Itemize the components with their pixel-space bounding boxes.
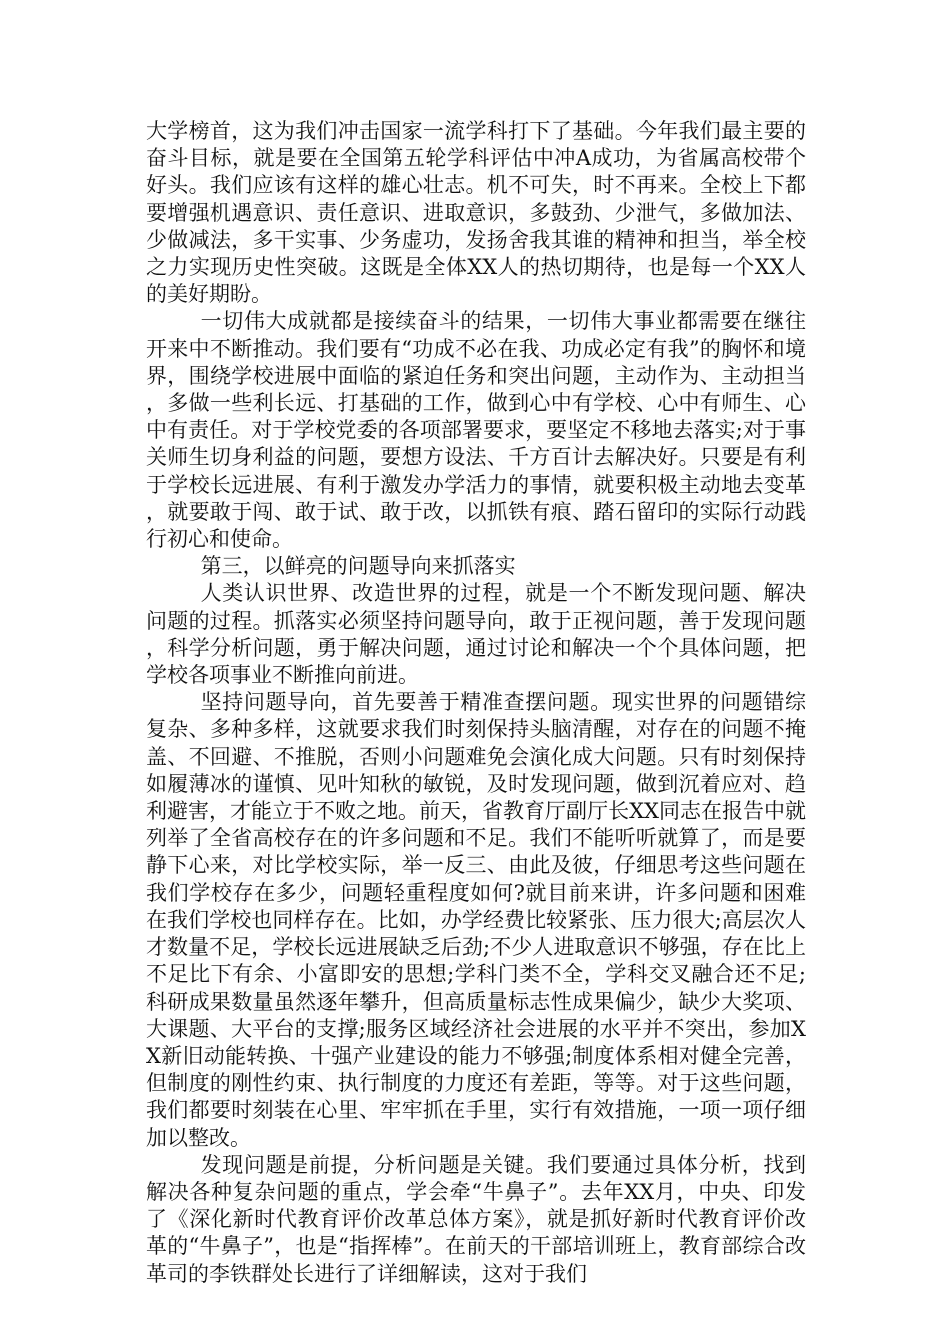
paragraph-3: 人类认识世界、改造世界的过程，就是一个不断发现问题、解决问题的过程。抓落实必须坚持问题导向，敢于正视问题，善于发现问题，科学分析问题，勇于解决问题，通过讨论和解决一个个具体问题，把学校各项事业不断推向前进。: [146, 581, 806, 688]
paragraph-5: 发现问题是前提，分析问题是关键。我们要通过具体分析，找到解决各种复杂问题的重点，学会牵“牛鼻子”。去年XX月，中央、印发了《深化新时代教育评价改革总体方案》，就是抓好新时代教育评价改革的“牛鼻子”，也是“指挥棒”。在前天的干部培训班上，教育部综合改革司的李铁群处长进行了详细解读，这对于我们: [146, 1152, 806, 1286]
paragraph-1: 大学榜首，这为我们冲击国家一流学科打下了基础。今年我们最主要的奋斗目标，就是要在全国第五轮学科评估中冲A成功，为省属高校带个好头。我们应该有这样的雄心壮志。机不可失，时不再来。全校上下都要增强机遇意识、责任意识、进取意识，多鼓劲、少泄气，多做加法、少做减法，多干实事、少务虚功，发扬舍我其谁的精神和担当，举全校之力实现历史性突破。这既是全体XX人的热切期待，也是每一个XX人的美好期盼。: [146, 119, 806, 307]
document-page: [146, 118, 806, 1288]
paragraph-2: 一切伟大成就都是接续奋斗的结果，一切伟大事业都需要在继往开来中不断推动。我们要有“功成不必在我、功成必定有我”的胸怀和境界，围绕学校进展中面临的紧迫任务和突出问题，主动作为、主动担当，多做一些利长远、打基础的工作，做到心中有学校、心中有师生、心中有责任。对于学校党委的各项部署要求，要坚定不移地去落实;对于事关师生切身利益的问题，要想方设法、千方百计去解决好。只要是有利于学校长远进展、有利于激发办学活力的事情，就要积极主动地去变革，就要敢于闯、敢于试、敢于改，以抓铁有痕、踏石留印的实际行动践行初心和使命。: [146, 309, 806, 552]
section-heading: 第三，以鲜亮的问题导向来抓落实: [200, 554, 516, 579]
paragraph-4: 坚持问题导向，首先要善于精准查摆问题。现实世界的问题错综复杂、多种多样，这就要求我们时刻保持头脑清醒，对存在的问题不掩盖、不回避、不推脱，否则小问题难免会演化成大问题。只有时刻保持如履薄冰的谨慎、见叶知秋的敏锐，及时发现问题，做到沉着应对、趋利避害，才能立于不败之地。前天，省教育厅副厅长XX同志在报告中就列举了全省高校存在的许多问题和不足。我们不能听听就算了，而是要静下心来，对比学校实际，举一反三、由此及彼，仔细思考这些问题在我们学校存在多少，问题轻重程度如何?就目前来讲，许多问题和困难在我们学校也同样存在。比如，办学经费比较紧张、压力很大;高层次人才数量不足，学校长远进展缺乏后劲;不少人进取意识不够强，存在比上不足比下有余、小富即安的思想;学科门类不全，学科交叉融合还不足;科研成果数量虽然逐年攀升，但高质量标志性成果偏少，缺少大奖项、大课题、大平台的支撑;服务区域经济社会进展的水平并不突出，参加XX新旧动能转换、十强产业建设的能力不够强;制度体系相对健全完善，但制度的刚性约束、执行制度的力度还有差距，等等。对于这些问题，我们都要时刻装在心里、牢牢抓在手里，实行有效措施，一项一项仔细加以整改。: [146, 690, 806, 1150]
